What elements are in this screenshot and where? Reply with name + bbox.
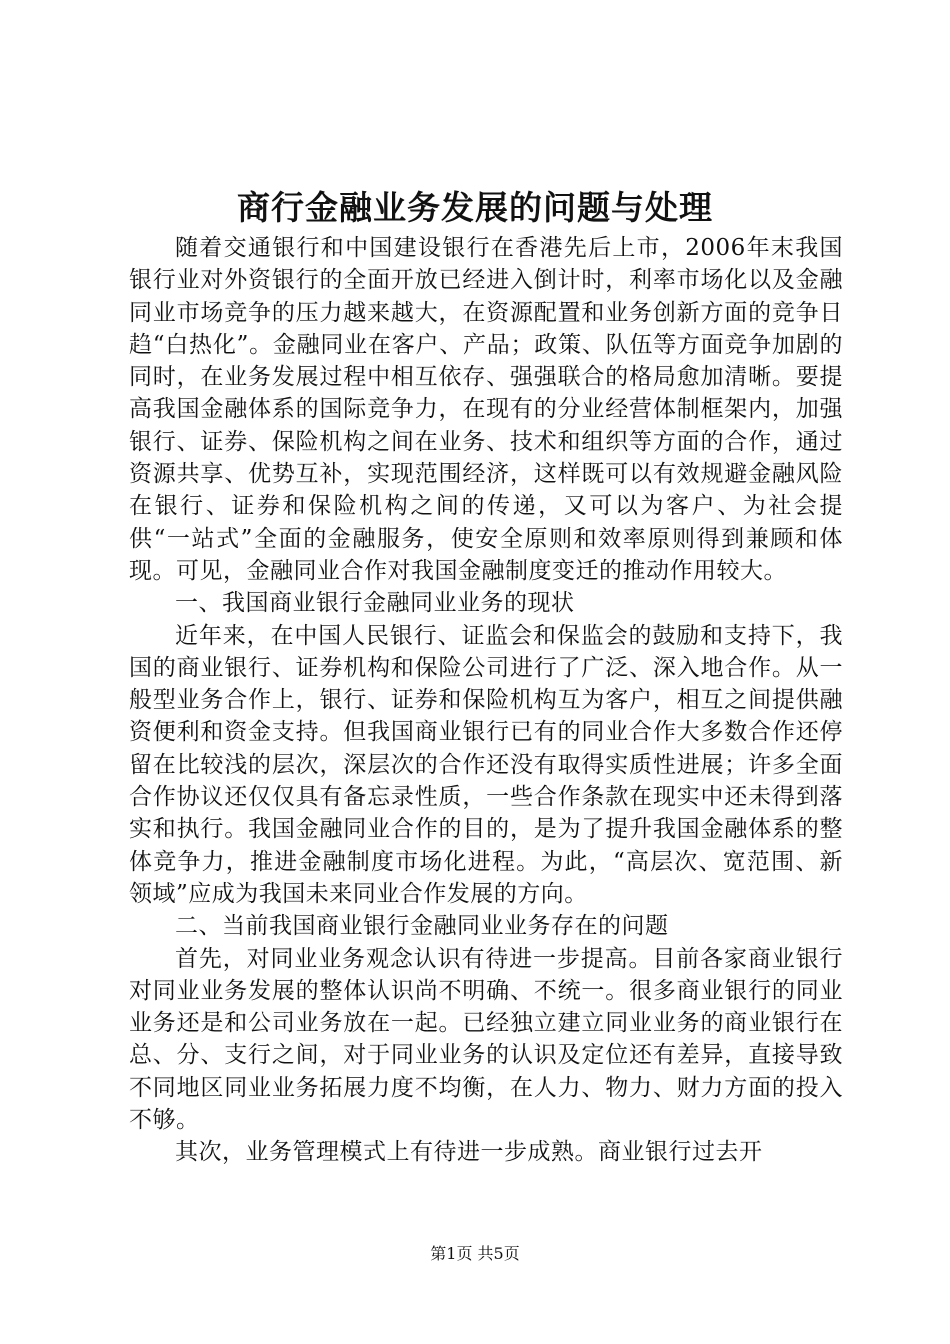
section-heading-2: 二、当前我国商业银行金融同业业务存在的问题 xyxy=(175,913,669,940)
document-body xyxy=(129,232,843,1169)
paragraph-intro: 随着交通银行和中国建设银行在香港先后上市，2006年末我国银行业对外资银行的全面开放已经进入倒计时，利率市场化以及金融同业市场竞争的压力越来越大，在资源配置和业务创新方面的竞争日趋“白热化”。金融同业在客户、产品；政策、队伍等方面竞争加剧的同时，在业务发展过程中相互依存、强强联合的格局愈加清晰。要提高我国金融体系的国际竞争力，在现有的分业经营体制框架内，加强银行、证券、保险机构之间在业务、技术和组织等方面的合作，通过资源共享、优势互补，实现范围经济，这样既可以有效规避金融风险在银行、证券和保险机构之间的传递，又可以为客户、为社会提供“一站式”全面的金融服务，使安全原则和效率原则得到兼顾和体现。可见，金融同业合作对我国金融制度变迁的推动作用较大。 xyxy=(129,235,843,584)
paragraph-current-status: 近年来，在中国人民银行、证监会和保监会的鼓励和支持下，我国的商业银行、证券机构和保险公司进行了广泛、深入地合作。从一般型业务合作上，银行、证券和保险机构互为客户，相互之间提供融资便利和资金支持。但我国商业银行已有的同业合作大多数合作还停留在比较浅的层次，深层次的合作还没有取得实质性进展；许多全面合作协议还仅仅具有备忘录性质，一些合作条款在现实中还未得到落实和执行。我国金融同业合作的目的，是为了提升我国金融体系的整体竞争力，推进金融制度市场化进程。为此，“高层次、宽范围、新领域”应成为我国未来同业合作发展的方向。 xyxy=(129,622,843,907)
paragraph-problem-2: 其次，业务管理模式上有待进一步成熟。商业银行过去开 xyxy=(175,1139,763,1166)
section-heading-1: 一、我国商业银行金融同业业务的现状 xyxy=(175,590,575,617)
paragraph-problem-1: 首先，对同业业务观念认识有待进一步提高。目前各家商业银行对同业业务发展的整体认识尚不明确、不统一。很多商业银行的同业业务还是和公司业务放在一起。已经独立建立同业业务的商业银行在总、分、支行之间，对于同业业务的认识及定位还有差异，直接导致不同地区同业业务拓展力度不均衡，在人力、物力、财力方面的投入不够。 xyxy=(129,945,843,1134)
page-number-footer: 第1页 共5页 xyxy=(430,1244,520,1263)
document-title: 商行金融业务发展的问题与处理 xyxy=(237,188,713,227)
